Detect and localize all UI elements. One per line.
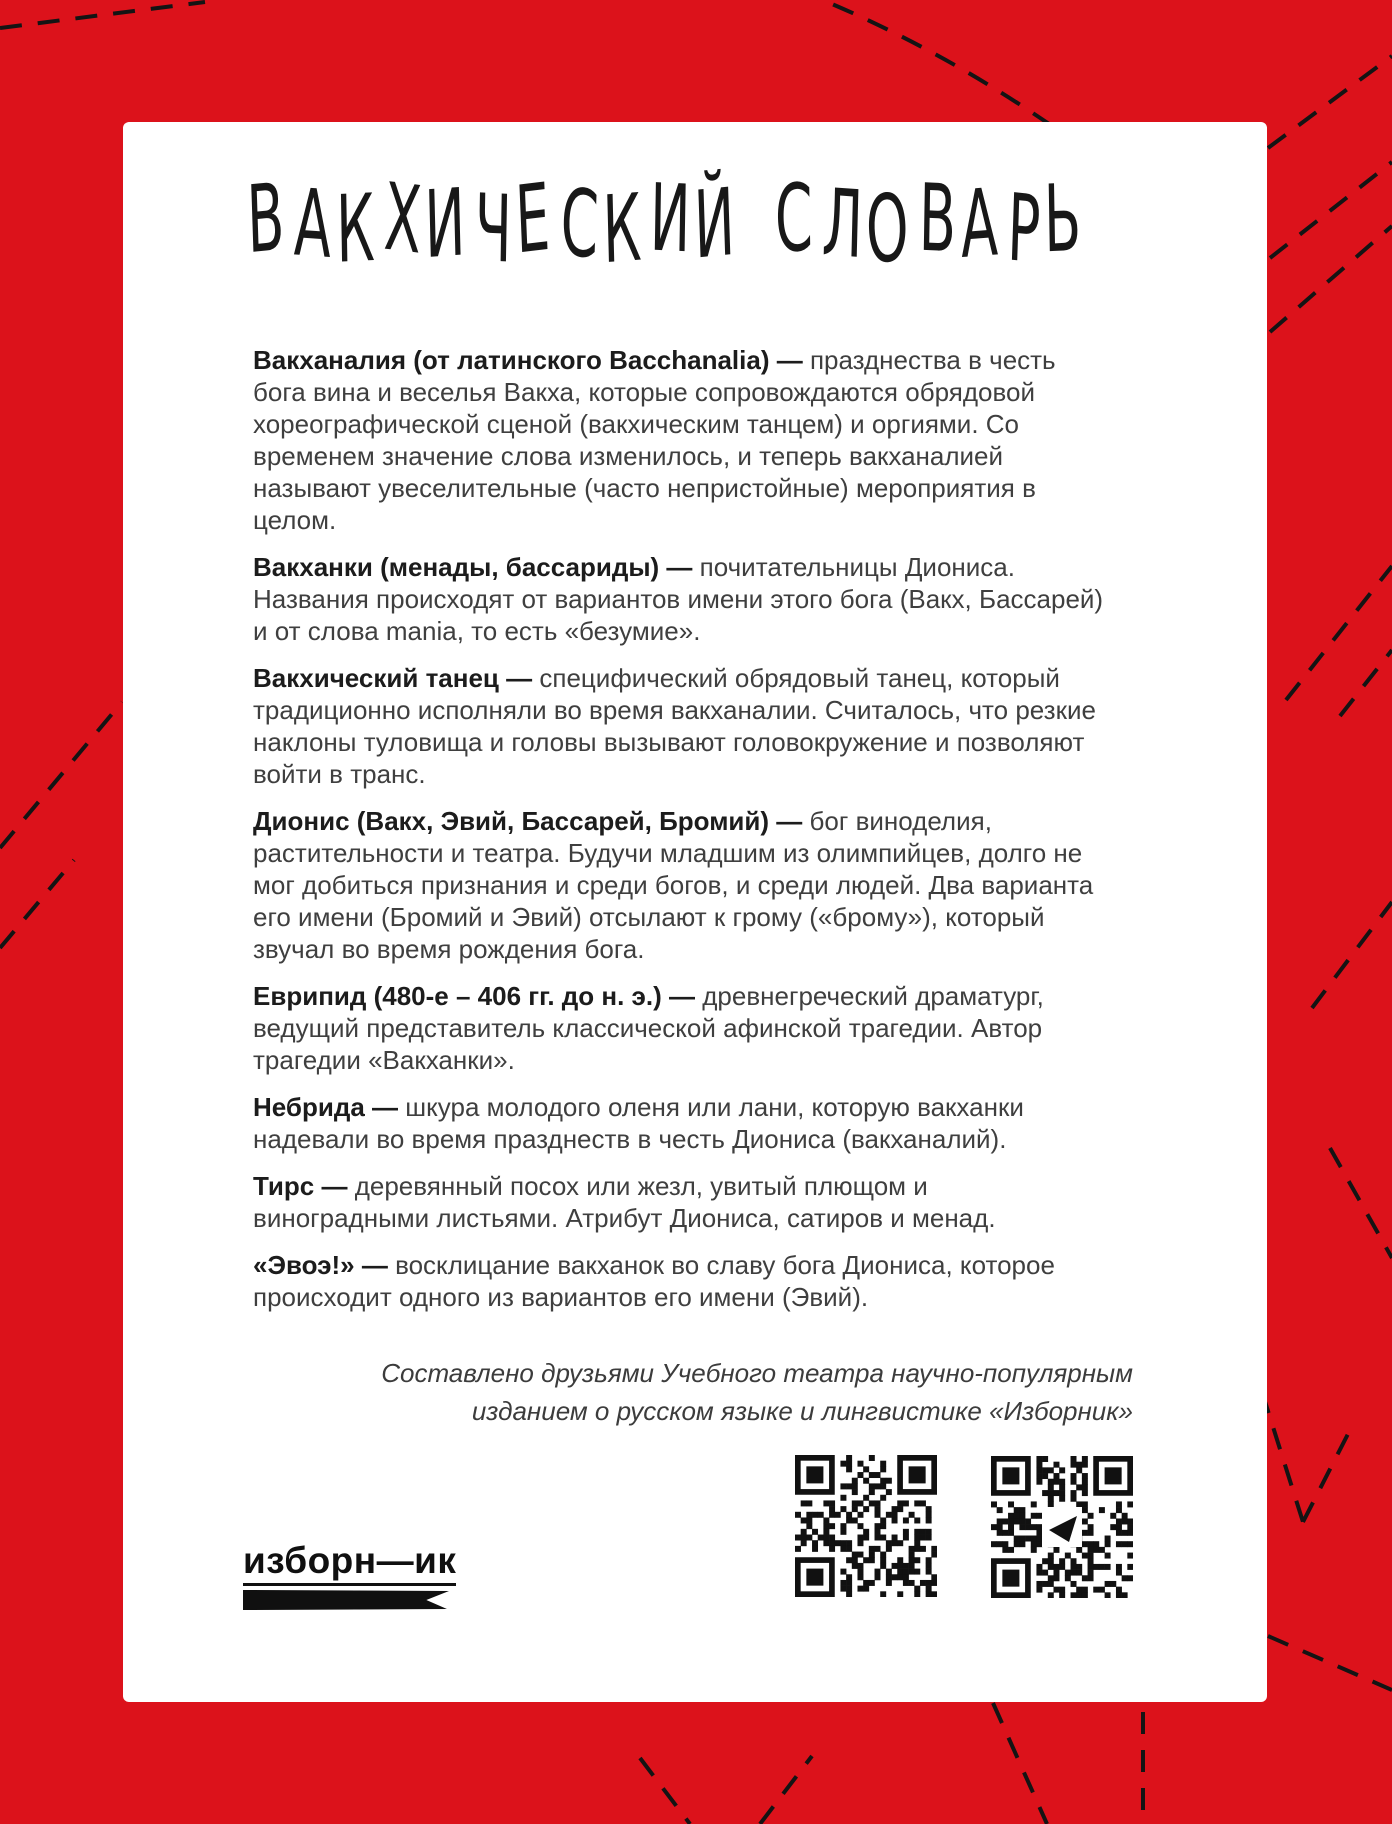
dictionary-entry [253,344,1109,536]
entry-term: Небрида — [253,1092,399,1122]
entry-term: Дионис (Вакх, Эвий, Бассарей, Бромий) — [253,806,803,836]
entry-definition: бог виноделия, растительности и театра. Будучи младшим из олимпийцев, долго не мог добиться признания и среди богов, и среди людей. Два варианта его имени (Бромий и Эвий) отсылают к грому («брому»), который звучал во время рождения бога. [253,806,1094,964]
dictionary-entry [253,805,1109,965]
izbornik-logo [243,1540,457,1610]
entry-term: Вакханки (менады, бассариды) — [253,552,693,582]
entry-definition: восклицание вакханок во славу бога Диониса, которое происходит одного из вариантов его имени (Эвий). [253,1250,1055,1312]
entry-term: Еврипид (480-е – 406 гг. до н. э.) — [253,981,695,1011]
dictionary-entries [253,344,1109,1328]
dictionary-entry [253,1091,1109,1155]
dictionary-entry [253,980,1109,1076]
entry-term: Вакхический танец — [253,663,533,693]
attribution-line: изданием о русском языке и лингвистике «Изборник» [471,1396,1133,1426]
poster-title: В А К Х И Ч Е С К И Й С Л О В А Р Ь [245,162,1083,286]
entry-definition: специфический обрядовый танец, который традиционно исполняли во время вакханалии. Считалось, что резкие наклоны туловища и головы вызывают головокружение и позволяют войти в транс. [253,663,1096,789]
qr-code-telegram-icon [991,1456,1133,1598]
poster-card [123,122,1267,1702]
dictionary-entry [253,1170,1109,1234]
entry-term: Вакханалия (от латинского Bacchanalia) — [253,345,803,375]
entry-definition: шкура молодого оленя или лани, которую вакханки надевали во время празднеств в честь Диониса (вакханалий). [253,1092,1024,1154]
attribution-line: Составлено друзьями Учебного театра научно-популярным [381,1358,1133,1388]
entry-term: Тирс — [253,1171,348,1201]
dictionary-entry [253,662,1109,790]
entry-definition: почитательницы Диониса. Названия происходят от вариантов имени этого бога (Вакх, Бассарей) и от слова mania, то есть «безумие». [253,552,1104,646]
entry-term: «Эвоэ!» — [253,1250,388,1280]
dictionary-entry [253,1249,1109,1313]
qr-code-icon [795,1455,937,1597]
attribution-text [253,1354,1133,1430]
izbornik-logo-text: изборн—ик [243,1540,456,1586]
entry-definition: древнегреческий драматург, ведущий представитель классической афинской трагедии. Автор трагедии «Вакханки». [253,981,1044,1075]
dictionary-entry [253,551,1109,647]
entry-definition: деревянный посох или жезл, увитый плющом и виноградными листьями. Атрибут Диониса, сатиров и менад. [253,1171,996,1233]
izbornik-logo-ribbon [243,1590,449,1610]
entry-definition: празднества в честь бога вина и веселья Вакха, которые сопровождаются обрядовой хореографической сценой (вакхическим танцем) и оргиями. Со временем значение слова изменилось, и теперь вакханалией называют увеселительные (часто непристойные) мероприятия в целом. [253,345,1056,535]
